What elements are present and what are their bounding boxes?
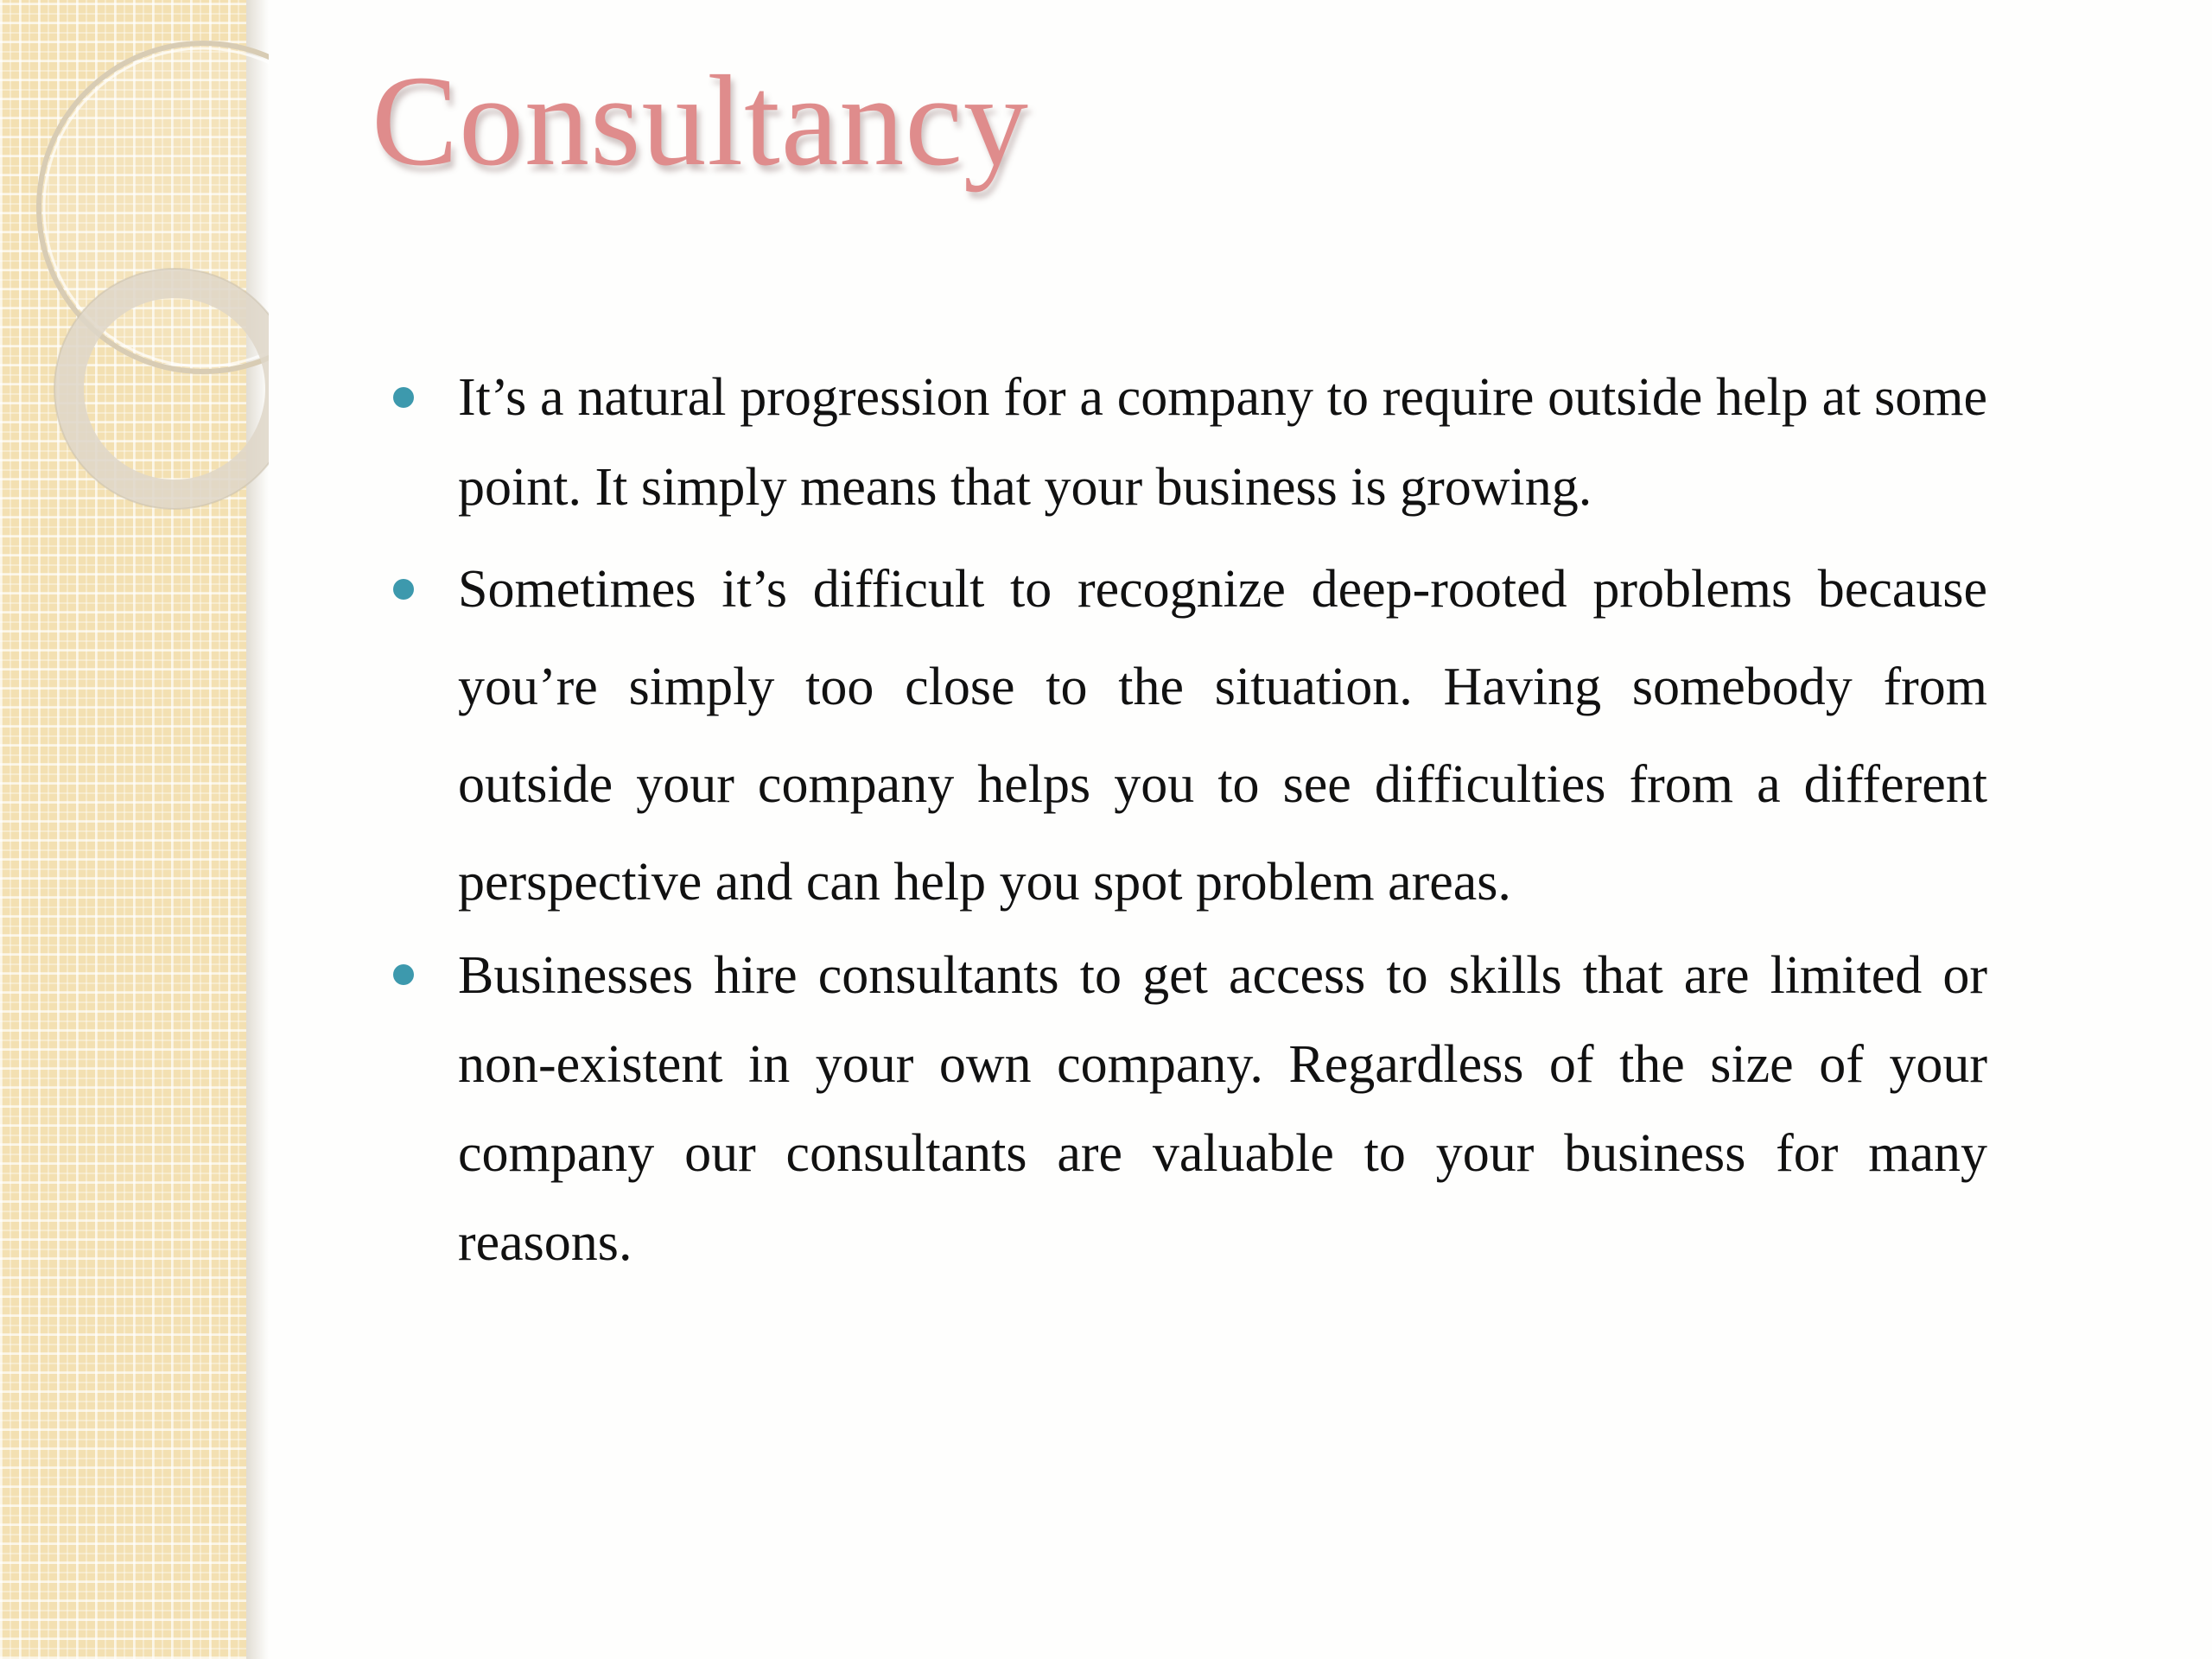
bullet-text: Sometimes it’s difficult to recognize deep-rooted problems because you’re simply too close to the situation. Having somebody from outside your company helps you to see difficulties from a different perspective and can help you spot problem areas. xyxy=(458,560,1987,912)
slide-title: Consultancy xyxy=(372,49,1029,193)
bullet-text: Businesses hire consultants to get access to skills that are limited or non-existent in your own company. Regardless of the size of your company our consultants are valuable to your business for many reasons. xyxy=(458,946,1987,1272)
bullet-dot-icon xyxy=(393,387,414,408)
bullet-item xyxy=(393,931,1987,1287)
bullet-dot-icon xyxy=(393,579,414,600)
bullet-dot-icon xyxy=(393,964,414,985)
large-ring xyxy=(39,43,269,372)
bullet-text: It’s a natural progression for a company to require outside help at some point. It simply means that your business is growing. xyxy=(458,368,1987,517)
bullet-item xyxy=(393,541,1987,931)
decorative-rings xyxy=(0,0,269,605)
bullet-item xyxy=(393,353,1987,532)
bullet-list xyxy=(393,353,1987,1287)
